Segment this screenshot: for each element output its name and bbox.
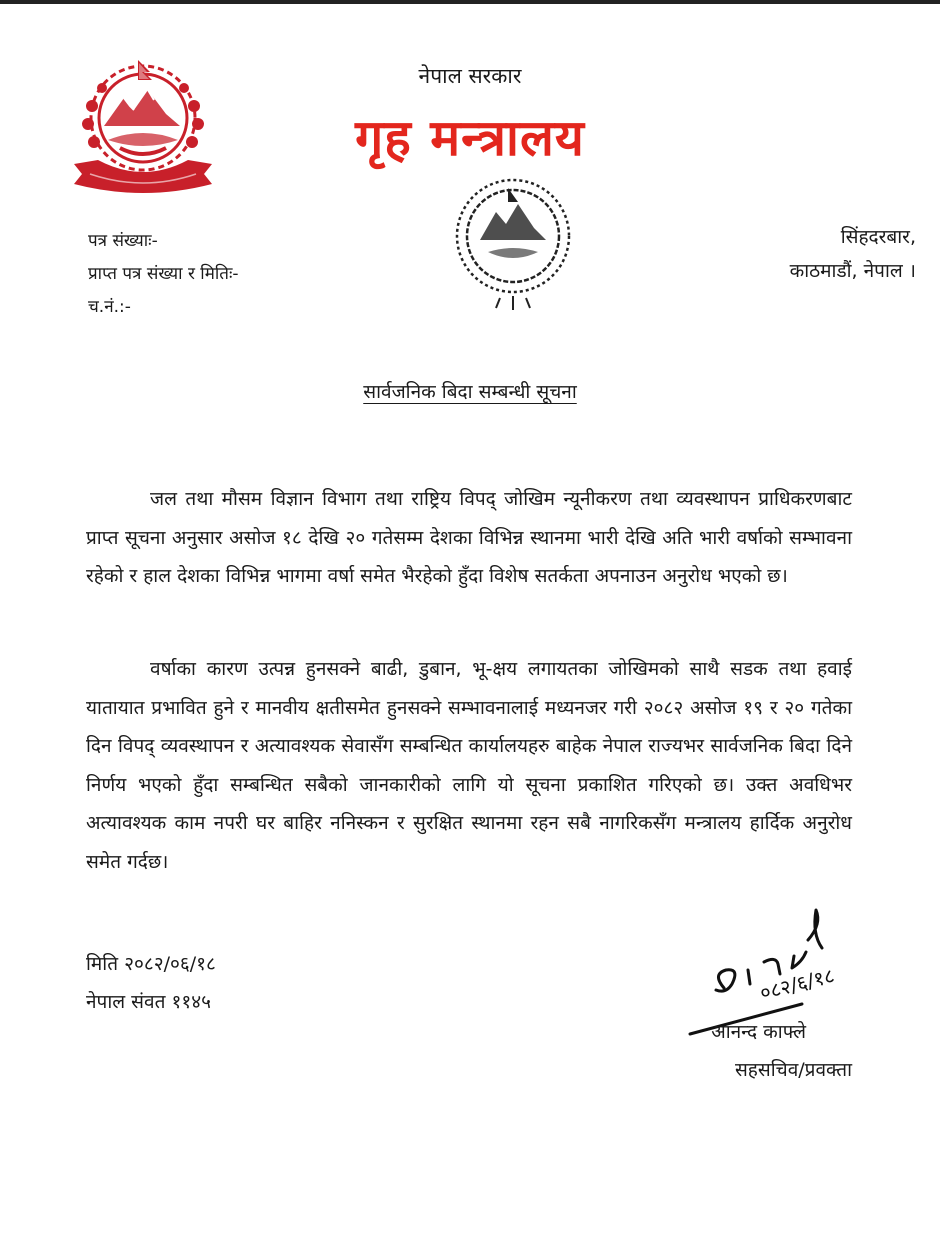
address-line-2: काठमाडौं, नेपाल । <box>789 260 916 282</box>
signatory-designation: सहसचिव/प्रवक्ता <box>734 1059 852 1081</box>
dispatch-number-label: च.नं.:- <box>88 297 131 317</box>
government-line: नेपाल सरकार <box>418 64 522 88</box>
received-letter-label: प्राप्त पत्र संख्या र मितिः- <box>88 264 239 284</box>
signatory-name: आनन्द काफ्ले <box>711 1021 806 1043</box>
office-seal-icon <box>438 168 588 318</box>
address-line-1: सिंहदरबार, <box>840 226 916 248</box>
nepal-sambat-date: नेपाल संवत ११४५ <box>86 991 211 1013</box>
ministry-title: गृह मन्त्रालय <box>355 109 585 167</box>
notice-title: सार्वजनिक बिदा सम्बन्धी सूचना <box>363 381 577 403</box>
notice-paragraph-1: जल तथा मौसम विज्ञान विभाग तथा राष्ट्रिय विपद् जोखिम न्यूनीकरण तथा व्यवस्थापन प्राधिकरणबाट प्राप्त सूचना अनुसार असोज १८ देखि २० गतेसम्म देशका विभिन्न स्थानमा भारी देखि अति भारी वर्षाको सम्भावना रहेको र हाल देशका विभिन्न भागमा वर्षा समेत भैरहेको हुँदा विशेष सतर्कता अपनाउन अनुरोध भएको छ। <box>86 488 852 587</box>
svg-text:०८२/६/१८: ०८२/६/१८ <box>757 963 837 1005</box>
notice-paragraph-2: वर्षाका कारण उत्पन्न हुनसक्ने बाढी, डुबान, भू-क्षय लगायतका जोखिमको साथै सडक तथा हवाई यातायात प्रभावित हुने र मानवीय क्षतीसमेत हुनसक्ने सम्भावनालाई मध्यनजर गरी २०८२ असोज १९ र २० गतेका दिन विपद् व्यवस्थापन र अत्यावश्यक सेवासँग सम्बन्धित कार्यालयहरु बाहेक नेपाल राज्यभर सार्वजनिक बिदा दिने निर्णय भएको हुँदा सम्बन्धित सबैको जानकारीको लागि यो सूचना प्रकाशित गरिएको छ। उक्त अवधिभर अत्यावश्यक काम नपरी घर बाहिर ननिस्कन र सुरक्षित स्थानमा रहन सबै नागरिकसँग मन्त्रालय हार्दिक अनुरोध समेत गर्दछ। <box>86 658 852 873</box>
issue-date: मिति २०८२/०६/१८ <box>86 953 216 975</box>
letter-number-label: पत्र संख्याः- <box>88 231 158 251</box>
office-address <box>620 220 916 288</box>
top-border <box>0 0 940 4</box>
